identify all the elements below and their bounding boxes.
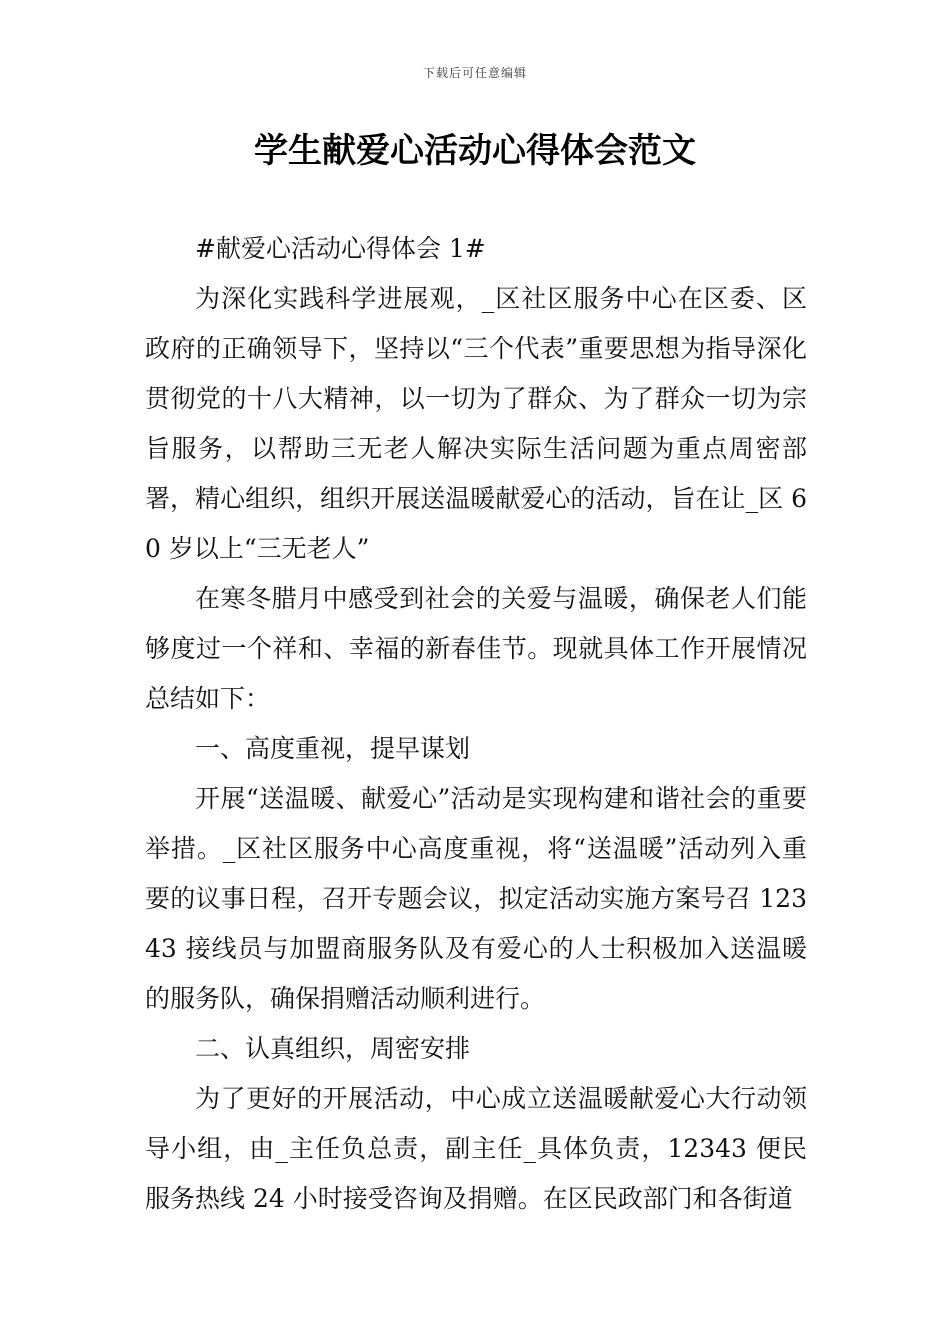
subheading-one: 一、高度重视，提早谋划: [195, 734, 471, 763]
paragraph-intro: 为深化实践科学进展观，_区社区服务中心在区委、区政府的正确领导下，坚持以“三个代表”重要思想为指导深化贯彻党的十八大精神，以一切为了群众、为了群众一切为宗旨服务，以帮助三无老人解决实际生活问题为重点周密部署，精心组织，组织开展送温暖献爱心的活动，旨在让_区 60 岁以上“三无老人”: [145, 284, 807, 563]
document-body: [145, 224, 807, 1224]
section-heading-1: #献爱心活动心得体会 1#: [195, 234, 486, 263]
paragraph-section-two: 为了更好的开展活动，中心成立送温暖献爱心大行动领导小组，由_主任负总责，副主任_具体负责，12343 便民服务热线 24 小时接受咨询及捐赠。在区民政部门和各街道: [145, 1084, 807, 1213]
subheading-two: 二、认真组织，周密安排: [195, 1034, 471, 1063]
document-title: 学生献爱心活动心得体会范文: [254, 131, 696, 171]
page-header-note: 下载后可任意编辑: [422, 66, 527, 80]
paragraph-continuation: 在寒冬腊月中感受到社会的关爱与温暖，确保老人们能够度过一个祥和、幸福的新春佳节。现就具体工作开展情况总结如下：: [145, 584, 807, 713]
paragraph-section-one: 开展“送温暖、献爱心”活动是实现构建和谐社会的重要举措。_区社区服务中心高度重视，将“送温暖”活动列入重要的议事日程，召开专题会议，拟定活动实施方案号召 12343 接线员与加盟商服务队及有爱心的人士积极加入送温暖的服务队，确保捐赠活动顺利进行。: [145, 784, 807, 1013]
